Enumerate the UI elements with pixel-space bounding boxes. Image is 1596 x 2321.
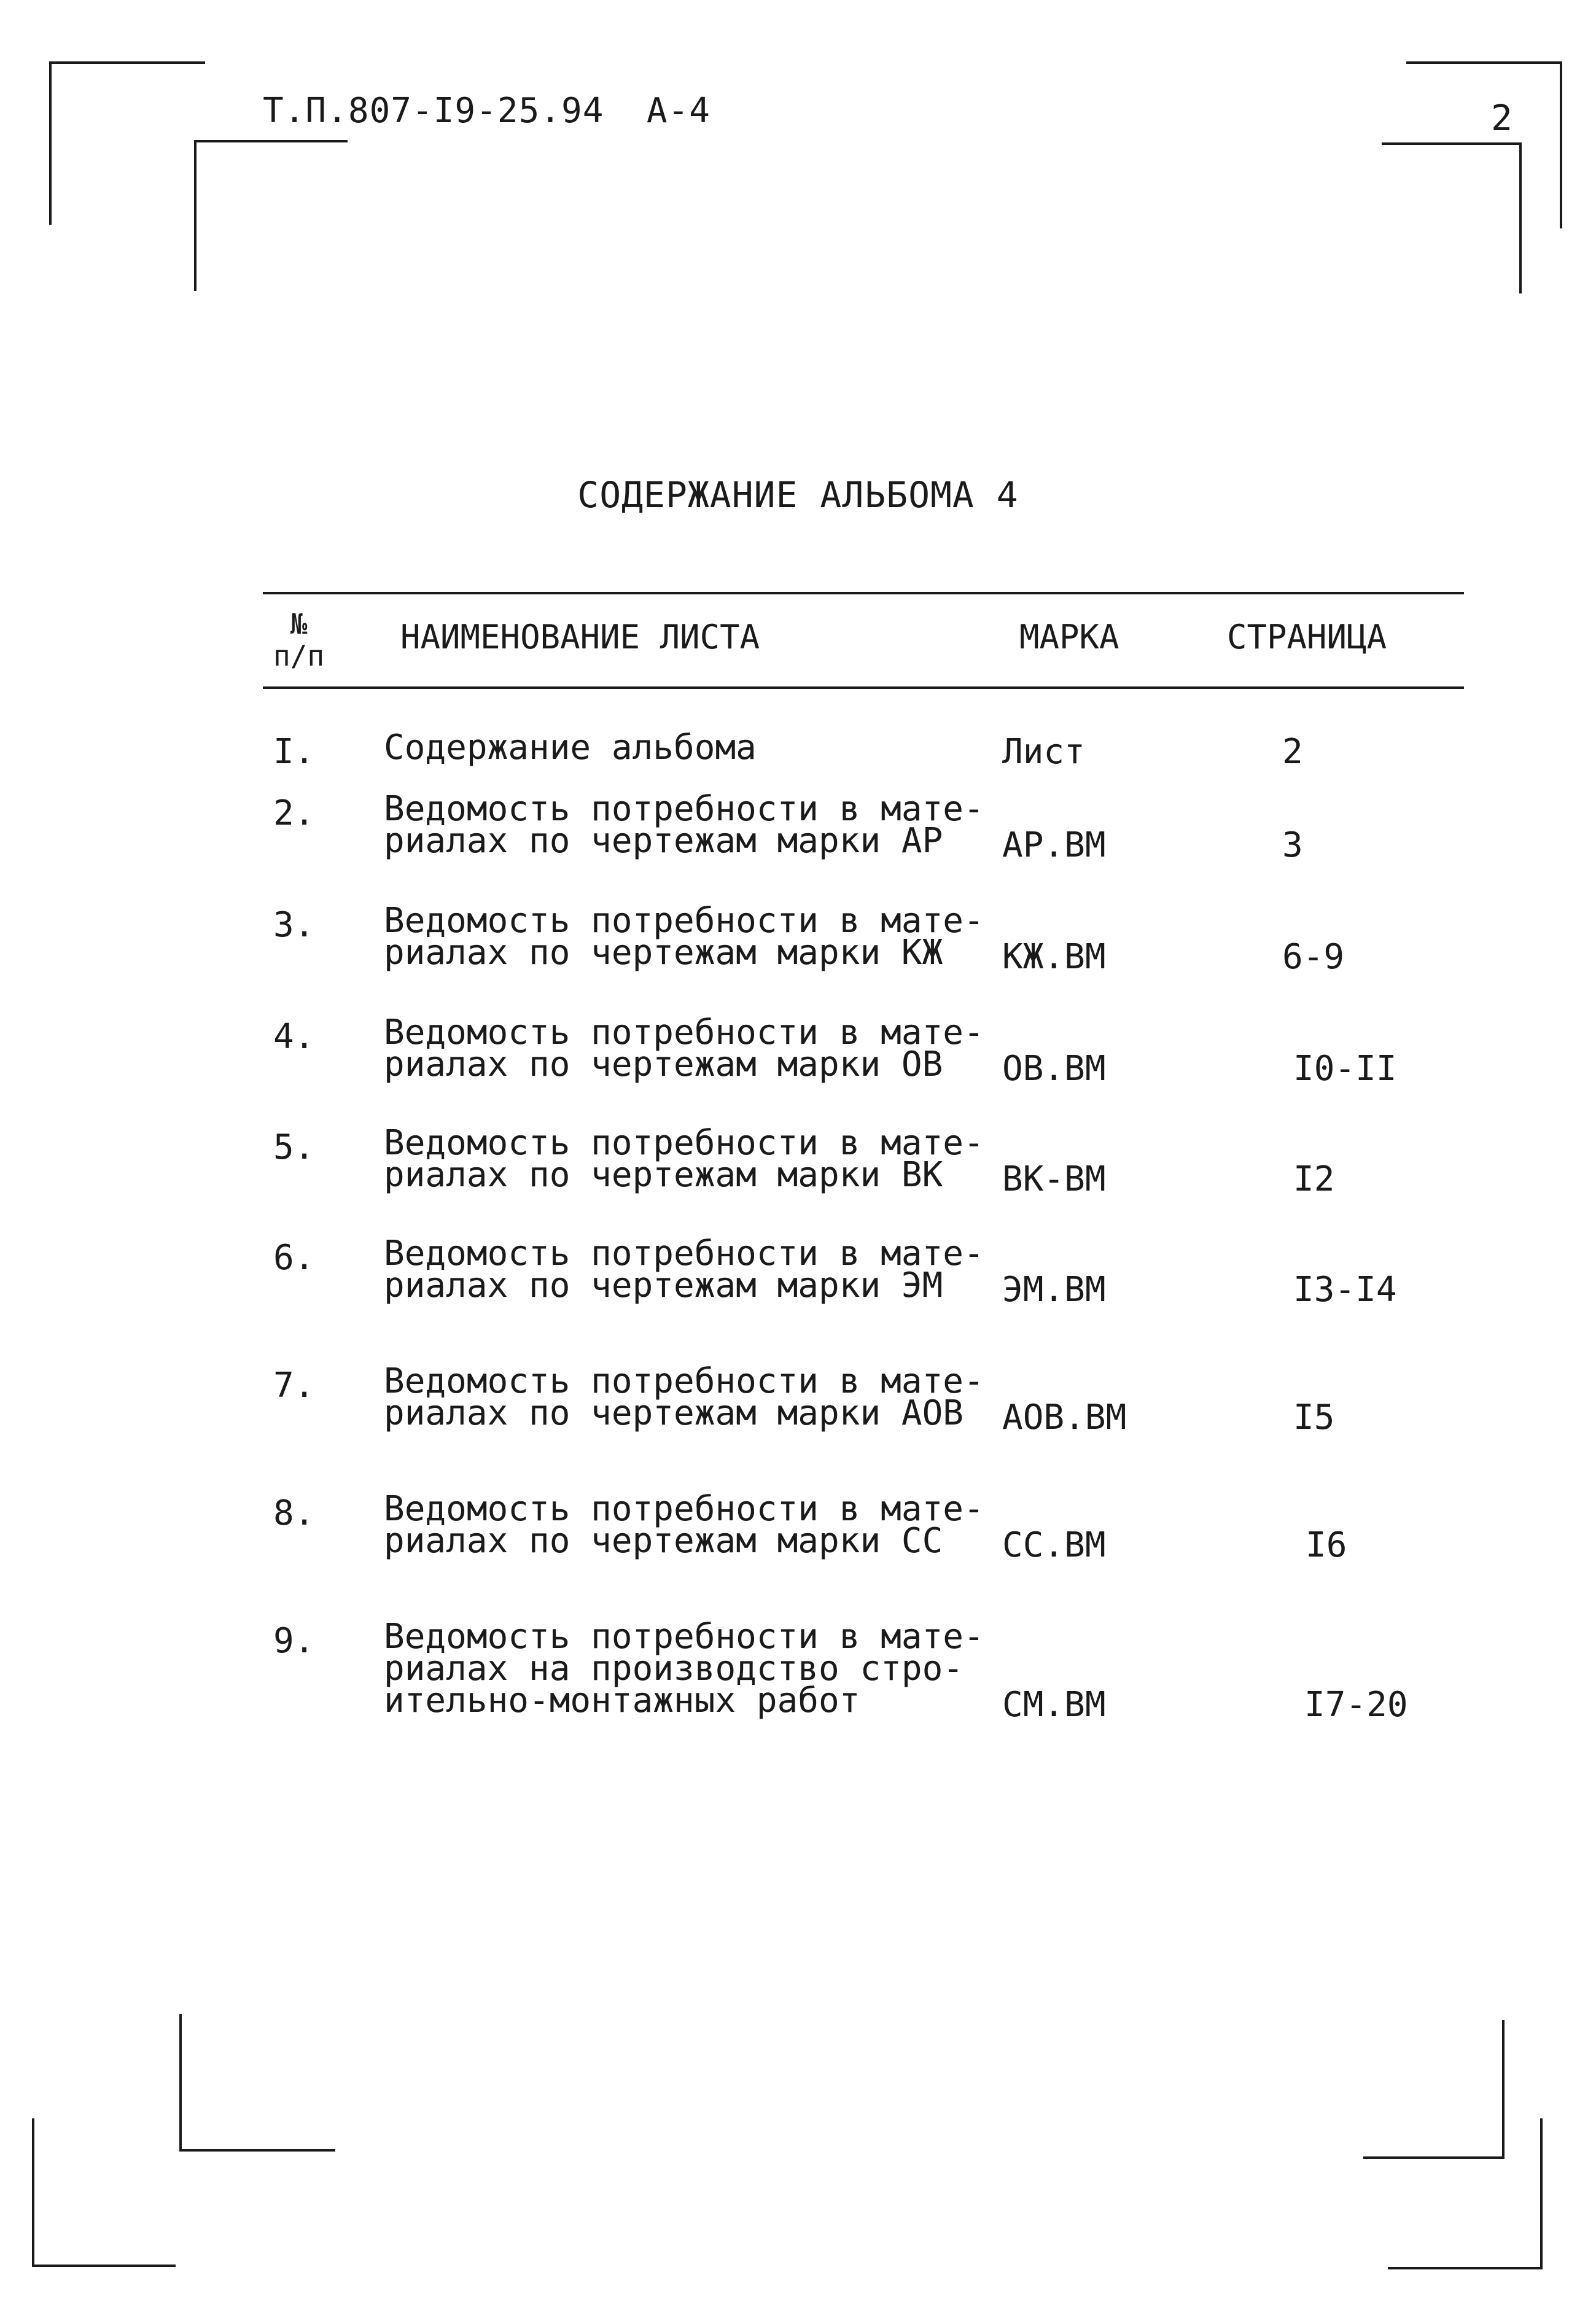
row-page: 2 [1282, 732, 1303, 772]
row-sheet-name: Ведомость потребности в мате- риалах по чертежам марки КЖ [384, 901, 984, 973]
row-sheet-name: Ведомость потребности в мате- риалах по чертежам марки ЭМ [384, 1234, 984, 1305]
row-page: I5 [1293, 1398, 1335, 1437]
row-number: I. [273, 732, 315, 772]
column-header-page: СТРАНИЦА [1227, 618, 1387, 656]
corner-mark-top-right-inner-v [1519, 142, 1522, 294]
row-mark: ЭМ.ВМ [1002, 1270, 1106, 1310]
corner-mark-bottom-left-outer-v [32, 2118, 34, 2266]
page-title: СОДЕРЖАНИЕ АЛЬБОМА 4 [577, 474, 1019, 516]
corner-mark-top-right-inner-h [1382, 142, 1522, 145]
corner-mark-bottom-right-inner-v [1502, 2020, 1505, 2159]
corner-mark-bottom-right-inner-h [1363, 2156, 1505, 2159]
row-sheet-name: Ведомость потребности в мате- риалах по чертежам марки АОВ [384, 1361, 984, 1433]
corner-mark-top-right-outer-v [1560, 61, 1562, 228]
table-top-rule [263, 592, 1464, 594]
column-header-mark: МАРКА [1019, 618, 1119, 656]
row-mark: СС.ВМ [1002, 1525, 1106, 1565]
column-header-number-top: № [290, 607, 308, 640]
row-sheet-name: Ведомость потребности в мате- риалах по чертежам марки ВК [384, 1123, 984, 1195]
corner-mark-top-left-inner-v [194, 140, 197, 291]
corner-mark-top-right-outer-h [1406, 61, 1562, 64]
row-number: 8. [273, 1493, 315, 1533]
row-mark: АР.ВМ [1002, 825, 1106, 865]
row-mark: ОВ.ВМ [1002, 1049, 1106, 1089]
row-sheet-name: Ведомость потребности в мате- риалах по чертежам марки ОВ [384, 1013, 984, 1084]
row-sheet-name: Ведомость потребности в мате- риалах по чертежам марки СС [384, 1489, 984, 1561]
row-mark: ВК-ВМ [1002, 1159, 1106, 1199]
row-page: I0-II [1293, 1049, 1397, 1089]
row-mark: КЖ.ВМ [1002, 937, 1106, 977]
row-page: I2 [1293, 1159, 1335, 1199]
corner-mark-top-left-outer-h [49, 61, 205, 64]
column-header-number-bottom: п/п [273, 639, 325, 672]
row-number: 2. [273, 793, 315, 833]
corner-mark-top-left-outer-v [49, 61, 52, 225]
column-header-number [273, 608, 324, 672]
table-header-rule [263, 686, 1464, 689]
corner-mark-top-left-inner-h [194, 140, 348, 142]
row-page: I3-I4 [1293, 1270, 1397, 1310]
row-number: 5. [273, 1127, 315, 1167]
row-page: I6 [1306, 1525, 1347, 1565]
row-sheet-name: Ведомость потребности в мате- риалах на производство стро- ительно-монтажных работ [384, 1617, 984, 1720]
column-header-name: НАИМЕНОВАНИЕ ЛИСТА [400, 618, 760, 656]
row-number: 7. [273, 1366, 315, 1405]
page-number: 2 [1491, 97, 1512, 139]
row-number: 4. [273, 1017, 315, 1057]
row-mark: Лист [1002, 732, 1085, 772]
row-number: 3. [273, 905, 315, 945]
row-number: 9. [273, 1621, 315, 1661]
row-number: 6. [273, 1238, 315, 1278]
row-mark: СМ.ВМ [1002, 1685, 1106, 1725]
corner-mark-bottom-right-outer-v [1540, 2118, 1543, 2269]
row-sheet-name: Содержание альбома [384, 728, 757, 768]
row-page: I7-20 [1304, 1685, 1408, 1725]
corner-mark-bottom-left-inner-v [179, 2014, 182, 2152]
row-mark: АОВ.ВМ [1002, 1398, 1127, 1437]
row-page: 3 [1282, 825, 1303, 865]
row-sheet-name: Ведомость потребности в мате- риалах по чертежам марки АР [384, 789, 984, 861]
document-code: Т.П.807-I9-25.94 А-4 [263, 91, 711, 131]
corner-mark-bottom-right-outer-h [1388, 2267, 1543, 2269]
corner-mark-bottom-left-inner-h [179, 2149, 335, 2152]
row-page: 6-9 [1282, 937, 1345, 977]
corner-mark-bottom-left-outer-h [32, 2265, 176, 2267]
